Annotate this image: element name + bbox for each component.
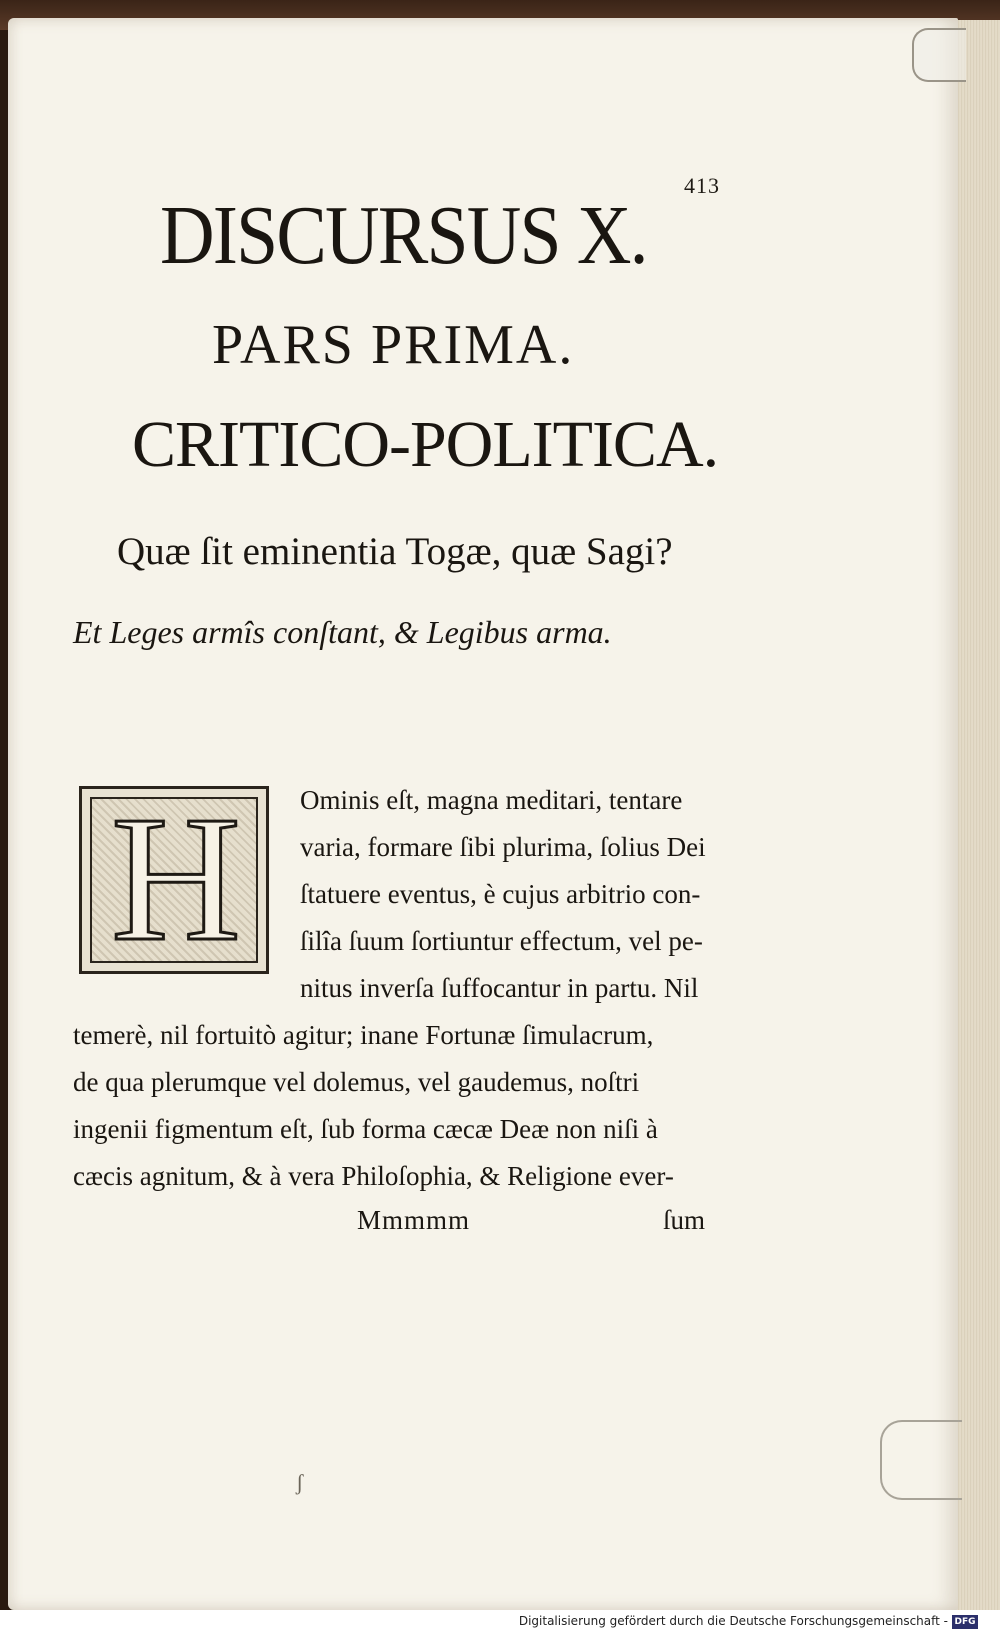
body-line: ſilîa ſuum ſortiuntur effectum, vel pe-: [300, 926, 703, 956]
catchword: ſum: [663, 1205, 706, 1235]
paper-clip-bottom-icon: [880, 1420, 962, 1500]
body-line: de qua plerumque vel dolemus, vel gaudemus, noſtri: [73, 1067, 640, 1097]
body-line: ingenii figmentum eſt, ſub forma cæcæ Deæ non niſi à: [73, 1114, 658, 1144]
motto: Et Leges armîs conſtant, & Legibus arma.: [73, 614, 612, 650]
footer-bar: [0, 1610, 1000, 1637]
pencil-mark: ʃ: [296, 1470, 304, 1495]
page-title: DISCURSUS X.: [160, 189, 647, 282]
initial-letter: H: [111, 797, 241, 963]
body-line: ſtatuere eventus, è cujus arbitrio con-: [300, 879, 701, 909]
footer-credit: Digitalisierung gefördert durch die Deutsche Forschungsgemeinschaft -: [518, 1614, 948, 1628]
section-heading: CRITICO-POLITICA.: [132, 408, 719, 481]
part-heading: PARS PRIMA.: [212, 314, 575, 376]
paper-clip-icon: [912, 28, 966, 82]
signature-mark: Mmmmm: [357, 1205, 471, 1235]
question-heading: Quæ ſit eminentia Togæ, quæ Sagi?: [117, 530, 673, 573]
dfg-logo-icon: DFG: [952, 1615, 978, 1629]
body-line: varia, formare ſibi plurima, ſolius Dei: [300, 832, 706, 862]
initial-ornament: [90, 797, 258, 963]
decorated-initial: [79, 786, 269, 974]
body-line: cæcis agnitum, & à vera Philoſophia, & Religione ever-: [73, 1161, 674, 1191]
body-line: nitus inverſa ſuffocantur in partu. Nil: [300, 973, 699, 1003]
page-number: 413: [684, 173, 720, 198]
body-line: Ominis eſt, magna meditari, tentare: [300, 785, 683, 815]
body-line: temerè, nil fortuitò agitur; inane Fortunæ ſimulacrum,: [73, 1020, 654, 1050]
